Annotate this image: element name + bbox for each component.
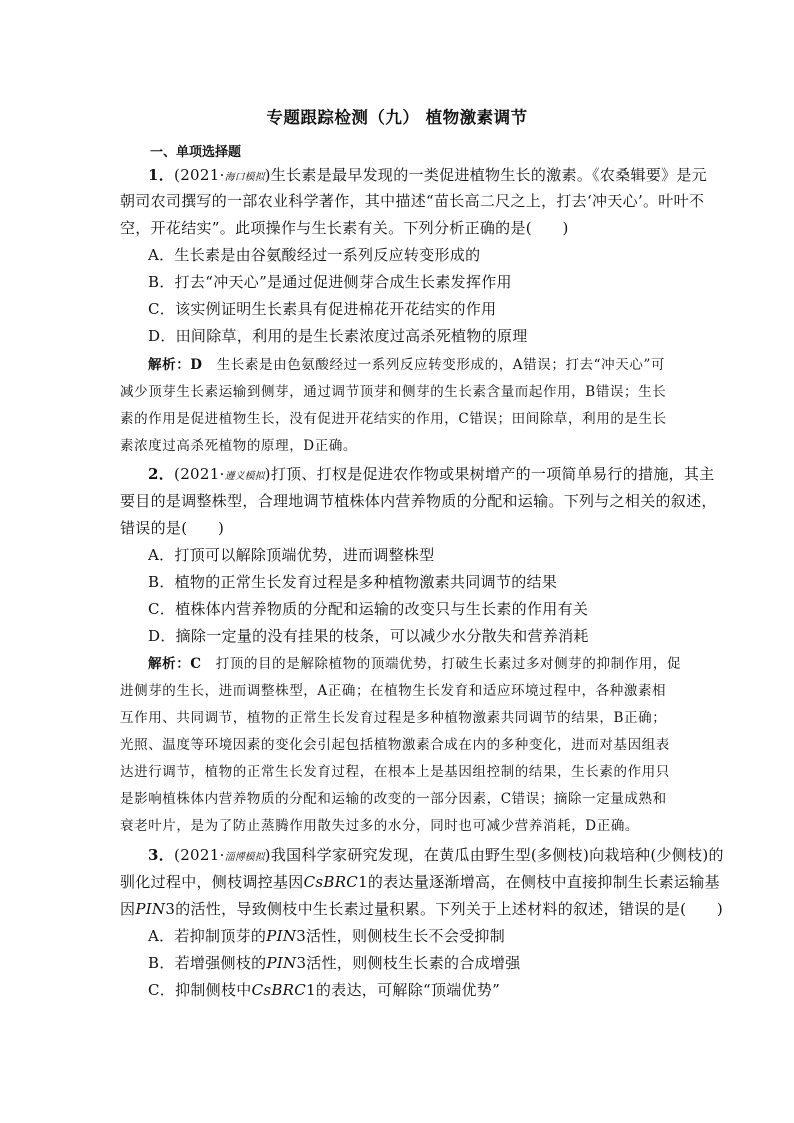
question-3-option-c-pre: C．抑制侧枝中: [148, 981, 252, 999]
question-1-line-3: 空，开花结实”。此项操作与生长素有关。下列分析正确的是( ): [120, 219, 569, 237]
question-3-text-2b: 的表达量逐渐增高，在侧枝中直接抑制生长素运输基: [367, 873, 720, 891]
question-2-option-b: B．植物的正常生长发育过程是多种植物激素共同调节的结果: [148, 573, 558, 591]
question-1-option-a: A．生长素是由谷氨酸经过一系列反应转变形成的: [148, 246, 481, 264]
question-3-text-3b: 的活性，导致侧枝中生长素过量积累。下列关于上述材料的叙述，错误的是( ): [175, 900, 724, 918]
question-1-line-2: 朝司农司撰写的一部农业科学著作，其中描述“苗长高二尺之上，打去‘冲天心’。叶叶不: [120, 192, 705, 210]
question-3-text-2a: 驯化过程中，侧枝调控基因: [120, 873, 304, 891]
gene-pin3-a-num: 3: [296, 927, 307, 945]
question-2-analysis-4: 光照、温度等环境因素的变化会引起包括植物激素合成在内的多种变化，进而对基因组表: [120, 737, 670, 753]
question-1-analysis-text-1: 生长素是由色氨酸经过一系列反应转变形成的，A错误；打去“冲天心”可: [202, 357, 666, 373]
question-3-text-1: 我国科学家研究发现，在黄瓜由野生型(多侧枝)向栽培种(少侧枝)的: [270, 846, 724, 864]
question-3-year: (2021·: [174, 846, 225, 864]
question-3-line-2: [120, 872, 720, 892]
page-title: 专题跟踪检测（九） 植物激素调节: [266, 108, 528, 127]
question-3-option-a: [148, 926, 708, 946]
question-2-analysis-6: 是影响植株体内营养物质的分配和运输的改变的一部分因素，C错误；摘除一定量成熟和: [120, 791, 667, 807]
question-1-year: (2021·: [174, 166, 225, 184]
question-3-option-b: [148, 953, 708, 973]
question-2-option-c: C．植株体内营养物质的分配和运输的改变只与生长素的作用有关: [148, 600, 589, 618]
gene-pin3-num: 3: [165, 900, 176, 918]
question-2-analysis-text-1: 打顶的目的是解除植物的顶端优势，打破生长素过多对侧芽的抑制作用，促: [201, 656, 682, 672]
question-1-text-1: 生长素是最早发现的一类促进植物生长的激素。《农桑辑要》是元: [270, 166, 708, 184]
question-1-line-1: [148, 165, 708, 188]
question-1-analysis-4: 素浓度过高杀死植物的原理，D正确。: [120, 438, 358, 454]
question-2-analysis-3: 互作用、共同调节，植物的正常生长发育过程是多种植物激素共同调节的结果，B正确；: [120, 710, 667, 726]
gene-csbrc1-c: CsBRC: [251, 981, 307, 999]
question-3-option-a-pre: A．若抑制顶芽的: [148, 927, 267, 945]
gene-csbrc1-num: 1: [358, 873, 368, 891]
question-2-year: (2021·: [174, 465, 225, 483]
gene-pin3-a: PIN: [266, 927, 297, 945]
question-3-line-3: [120, 899, 724, 919]
question-1-option-b: B．打去“冲天心”是通过促进侧芽合成生长素发挥作用: [148, 273, 512, 291]
question-1-answer: 解析：D: [148, 357, 203, 373]
question-1-source: 海口模拟: [224, 172, 265, 183]
section-heading: 一、单项选择题: [150, 145, 242, 160]
gene-pin3-b-num: 3: [296, 954, 307, 972]
question-1-analysis-2: 减少顶芽生长素运输到侧芽，通过调节顶芽和侧芽的生长素含量而起作用，B错误；生长: [120, 384, 667, 400]
question-3-text-3a: 因: [120, 900, 136, 918]
question-2-answer: 解析：C: [148, 656, 202, 672]
question-3-number: 3．: [148, 846, 175, 864]
gene-csbrc1: CsBRC: [303, 873, 359, 891]
question-2-analysis-5: 达进行调节，植物的正常生长发育过程，在根本上是基因组控制的结果，生长素的作用只: [120, 764, 670, 780]
question-1-source-close: ): [264, 166, 271, 184]
question-3-source: 淄博模拟: [224, 852, 265, 863]
question-2-line-2: 要目的是调整株型，合理地调节植株体内营养物质的分配和运输。下列与之相关的叙述，: [120, 492, 717, 510]
question-1-analysis-3: 素的作用是促进植物生长，没有促进开花结实的作用，C错误；田间除草，利用的是生长: [120, 411, 667, 427]
question-3-option-c: [148, 980, 708, 1000]
question-3-option-a-post: 活性，则侧枝生长不会受抑制: [306, 927, 506, 945]
question-3-option-c-post: 的表达，可解除“顶端优势”: [315, 981, 501, 999]
gene-csbrc1-c-num: 1: [306, 981, 316, 999]
question-2-analysis-7: 衰老叶片，是为了防止蒸腾作用散失过多的水分，同时也可减少营养消耗，D正确。: [120, 818, 640, 834]
question-2-source-close: ): [264, 465, 271, 483]
gene-pin3-b: PIN: [266, 954, 297, 972]
gene-pin3: PIN: [135, 900, 166, 918]
question-2-analysis-2: 进侧芽的生长，进而调整株型，A正确；在植物生长发育和适应环境过程中，各种激素相: [120, 683, 667, 699]
question-3-source-close: ): [264, 846, 271, 864]
question-2-source: 遵义模拟: [224, 471, 265, 482]
question-3-line-1: [148, 845, 724, 868]
question-2-option-a: A．打顶可以解除顶端优势，进而调整株型: [148, 546, 435, 564]
question-2-option-d: D．摘除一定量的没有挂果的枝条，可以减少水分散失和营养消耗: [148, 627, 589, 645]
question-2-line-3: 错误的是( ): [120, 519, 225, 537]
question-1-option-d: D．田间除草，利用的是生长素浓度过高杀死植物的原理: [148, 327, 528, 345]
question-1-analysis-1: [148, 355, 708, 375]
question-1-number: 1．: [148, 166, 175, 184]
question-2-line-1: [148, 464, 715, 487]
question-3-option-b-pre: B．若增强侧枝的: [148, 954, 267, 972]
question-2-analysis-1: [148, 654, 708, 674]
question-2-number: 2．: [148, 465, 175, 483]
question-3-option-b-post: 活性，则侧枝生长素的合成增强: [306, 954, 521, 972]
question-2-text-1: 打顶、打杈是促进农作物或果树增产的一项简单易行的措施，其主: [270, 465, 715, 483]
question-1-option-c: C．该实例证明生长素具有促进棉花开花结实的作用: [148, 300, 497, 318]
